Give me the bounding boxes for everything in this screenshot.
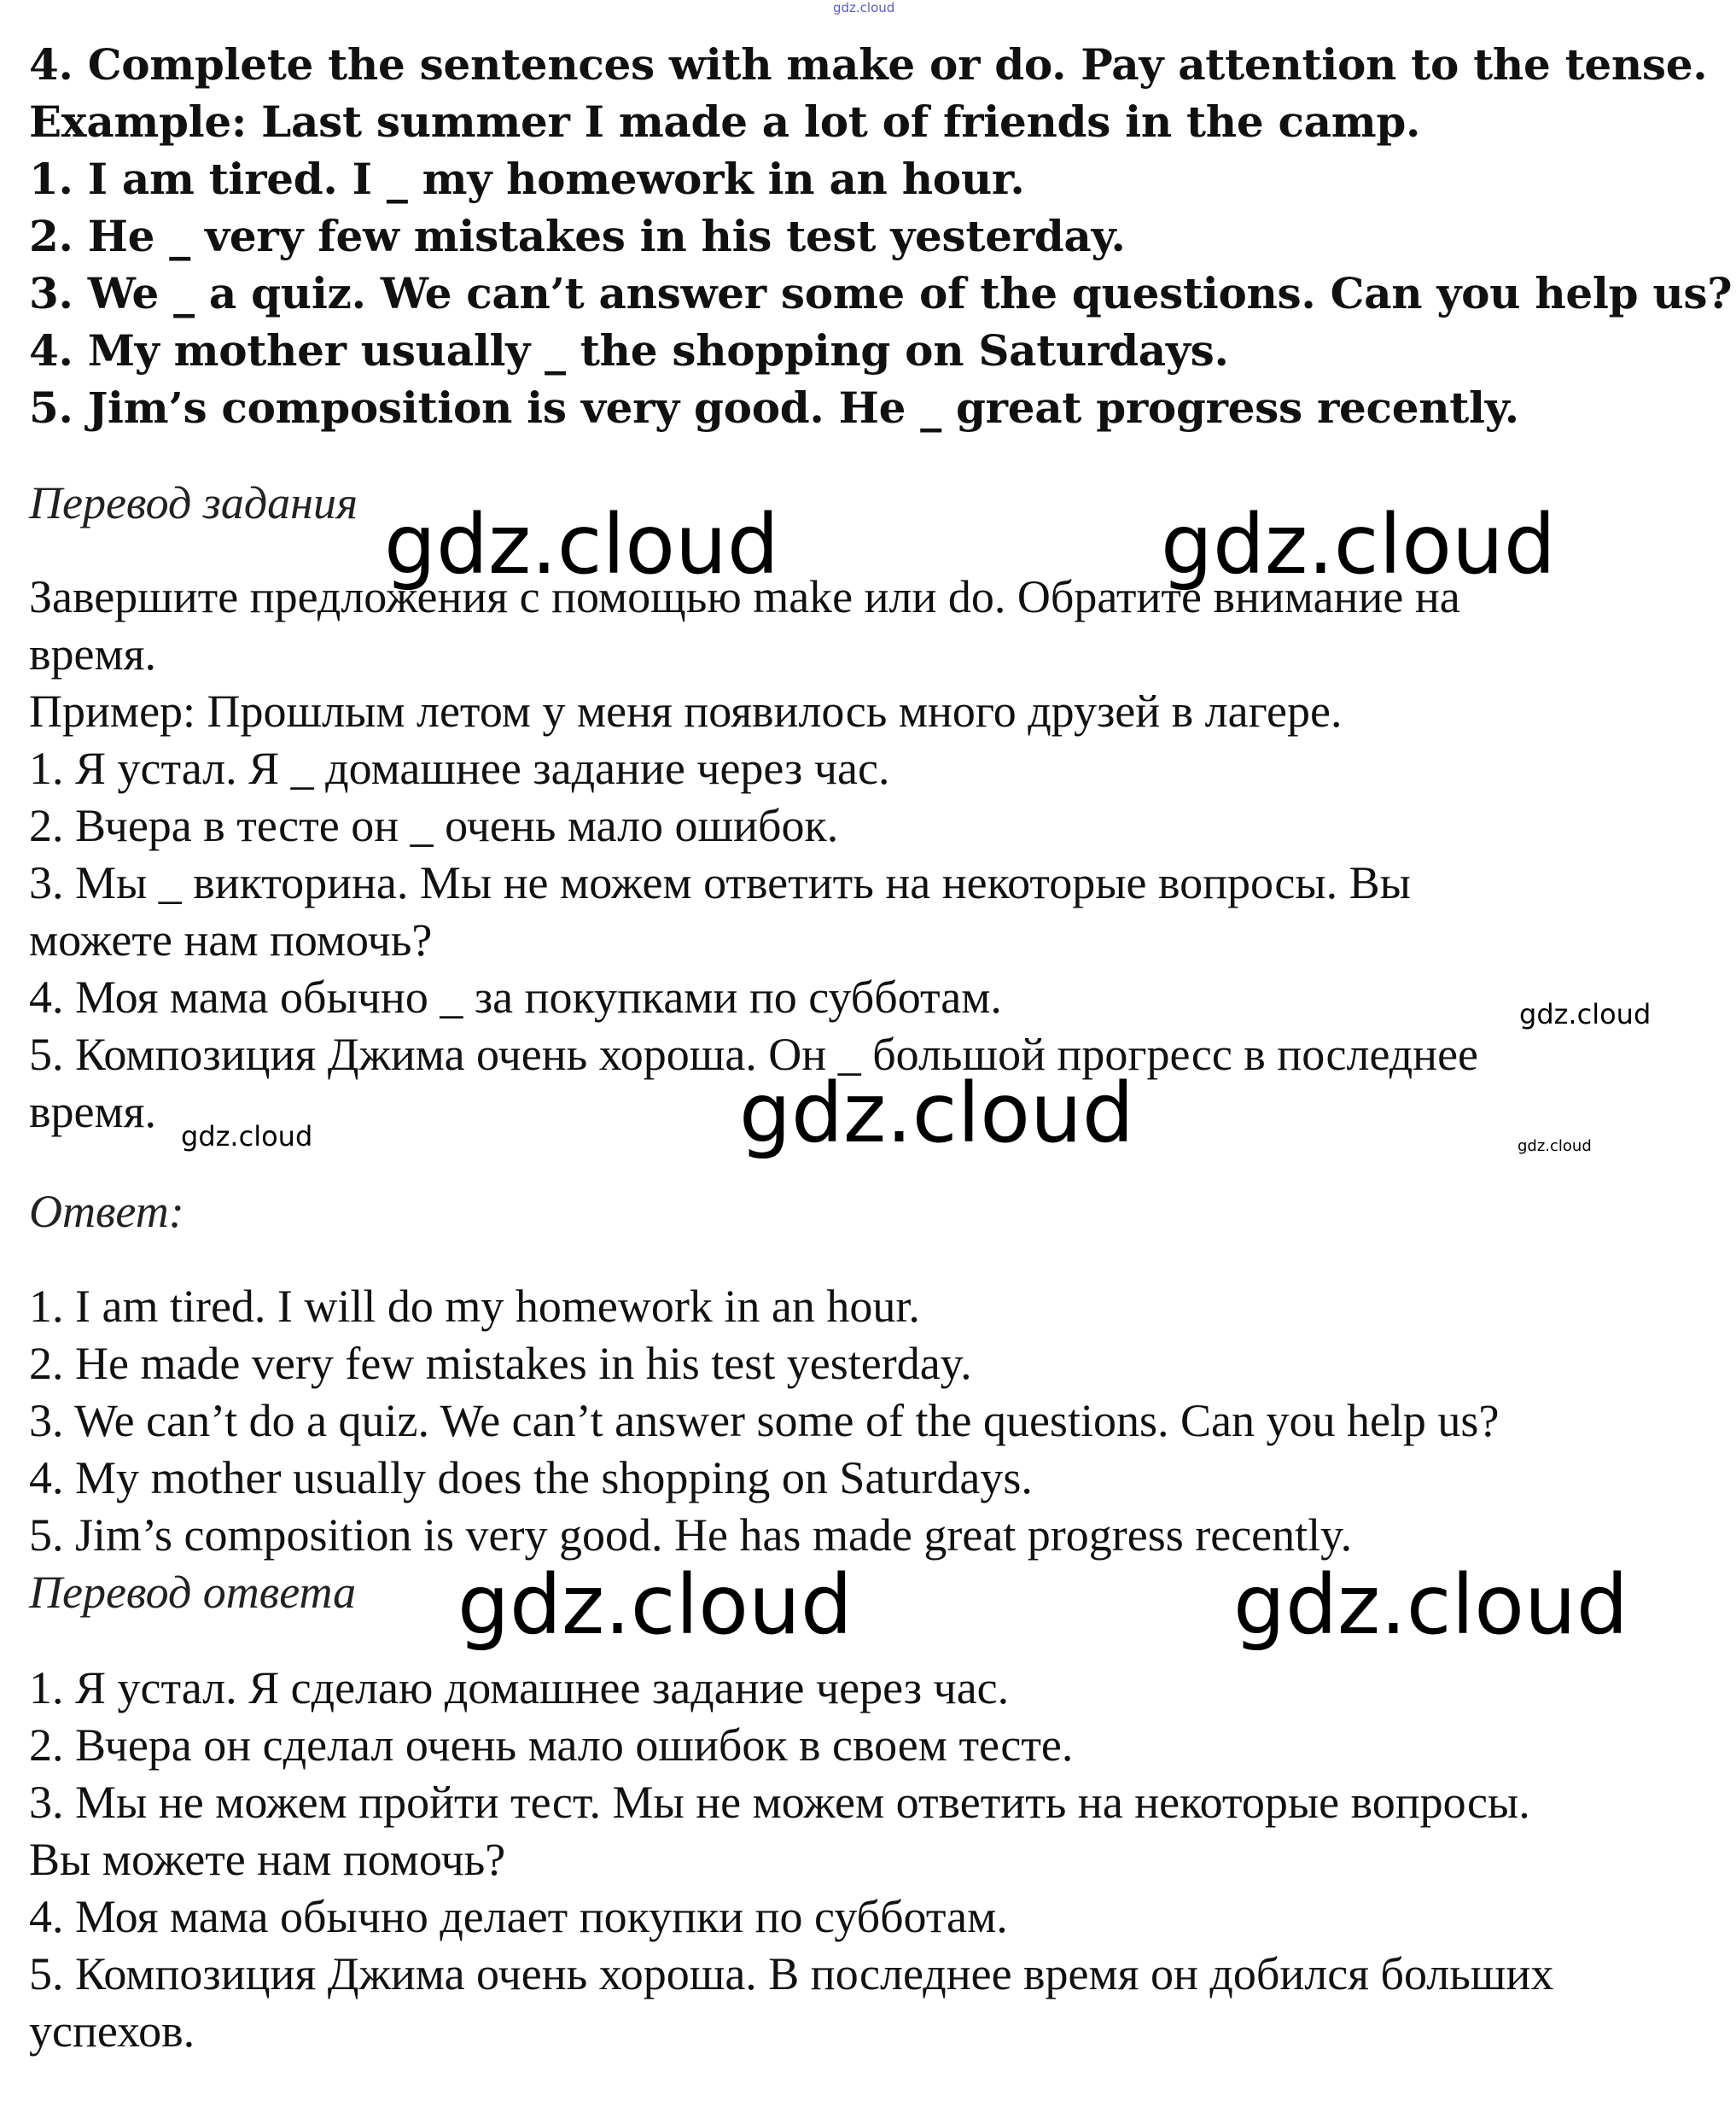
answer-translation-line-7: успехов.	[29, 2005, 195, 2057]
watermark-3: gdz.cloud	[1519, 998, 1652, 1030]
task-translation-line-6: 3. Мы _ викторина. Мы не можем ответить на некоторые вопросы. Вы	[29, 857, 1411, 908]
watermark-4: gdz.cloud	[739, 1065, 1134, 1161]
task-item-5: 5. Jim’s composition is very good. He _ great progress recently.	[29, 382, 1519, 433]
answer-translation-line-4: Вы можете нам помочь?	[29, 1834, 506, 1885]
watermark-6: gdz.cloud	[1518, 1137, 1592, 1155]
task-translation-line-1: Завершите предложения с помощью make или do. Обратите внимание на	[29, 571, 1460, 622]
answer-line-2: 2. He made very few mistakes in his test yesterday.	[29, 1338, 972, 1389]
task-item-1: 1. I am tired. I _ my homework in an hour.	[29, 154, 1025, 204]
answer-translation-line-5: 4. Моя мама обычно делает покупки по субботам.	[29, 1891, 1008, 1942]
task-translation-heading: Перевод задания	[29, 477, 358, 528]
task-translation-line-9: 5. Композиция Джима очень хороша. Он _ большой прогресс в последнее	[29, 1029, 1479, 1080]
task-example: Example: Last summer I made a lot of friends in the camp.	[29, 96, 1421, 147]
answer-translation-line-3: 3. Мы не можем пройти тест. Мы не можем ответить на некоторые вопросы.	[29, 1777, 1530, 1828]
task-translation-line-5: 2. Вчера в тесте он _ очень мало ошибок.	[29, 800, 839, 851]
answer-translation-line-1: 1. Я устал. Я сделаю домашнее задание через час.	[29, 1662, 1010, 1713]
task-translation-line-4: 1. Я устал. Я _ домашнее задание через час.	[29, 743, 890, 794]
answer-translation-line-2: 2. Вчера он сделал очень мало ошибок в своем тесте.	[29, 1719, 1074, 1771]
task-translation-line-3: Пример: Прошлым летом у меня появилось много друзей в лагере.	[29, 686, 1343, 737]
task-translation-line-10: время.	[29, 1086, 156, 1137]
watermark-5: gdz.cloud	[181, 1120, 313, 1153]
answer-heading: Ответ:	[29, 1186, 184, 1237]
task-translation-line-7: можете нам помочь?	[29, 914, 433, 966]
task-item-2: 2. He _ very few mistakes in his test yesterday.	[29, 211, 1126, 261]
task-item-3: 3. We _ a quiz. We can’t answer some of the questions. Can you help us?	[29, 268, 1733, 318]
watermark-7: gdz.cloud	[457, 1557, 853, 1653]
task-translation-line-2: время.	[29, 628, 156, 680]
answer-line-3: 3. We can’t do a quiz. We can’t answer some of the questions. Can you help us?	[29, 1395, 1500, 1446]
task-title: 4. Complete the sentences with make or do. Pay attention to the tense.	[29, 39, 1708, 90]
watermark-top: gdz.cloud	[833, 0, 895, 15]
answer-line-5: 5. Jim’s composition is very good. He has made great progress recently.	[29, 1509, 1353, 1561]
task-item-4: 4. My mother usually _ the shopping on Saturdays.	[29, 325, 1229, 376]
watermark-8: gdz.cloud	[1233, 1557, 1628, 1653]
watermark-2: gdz.cloud	[1161, 497, 1556, 592]
watermark-1: gdz.cloud	[384, 497, 779, 592]
answer-line-1: 1. I am tired. I will do my homework in an hour.	[29, 1281, 920, 1332]
answer-translation-line-6: 5. Композиция Джима очень хороша. В последнее время он добился больших	[29, 1948, 1554, 1999]
answer-translation-heading: Перевод ответа	[29, 1567, 357, 1618]
answer-line-4: 4. My mother usually does the shopping on Saturdays.	[29, 1452, 1033, 1503]
task-translation-line-8: 4. Моя мама обычно _ за покупками по субботам.	[29, 972, 1002, 1023]
